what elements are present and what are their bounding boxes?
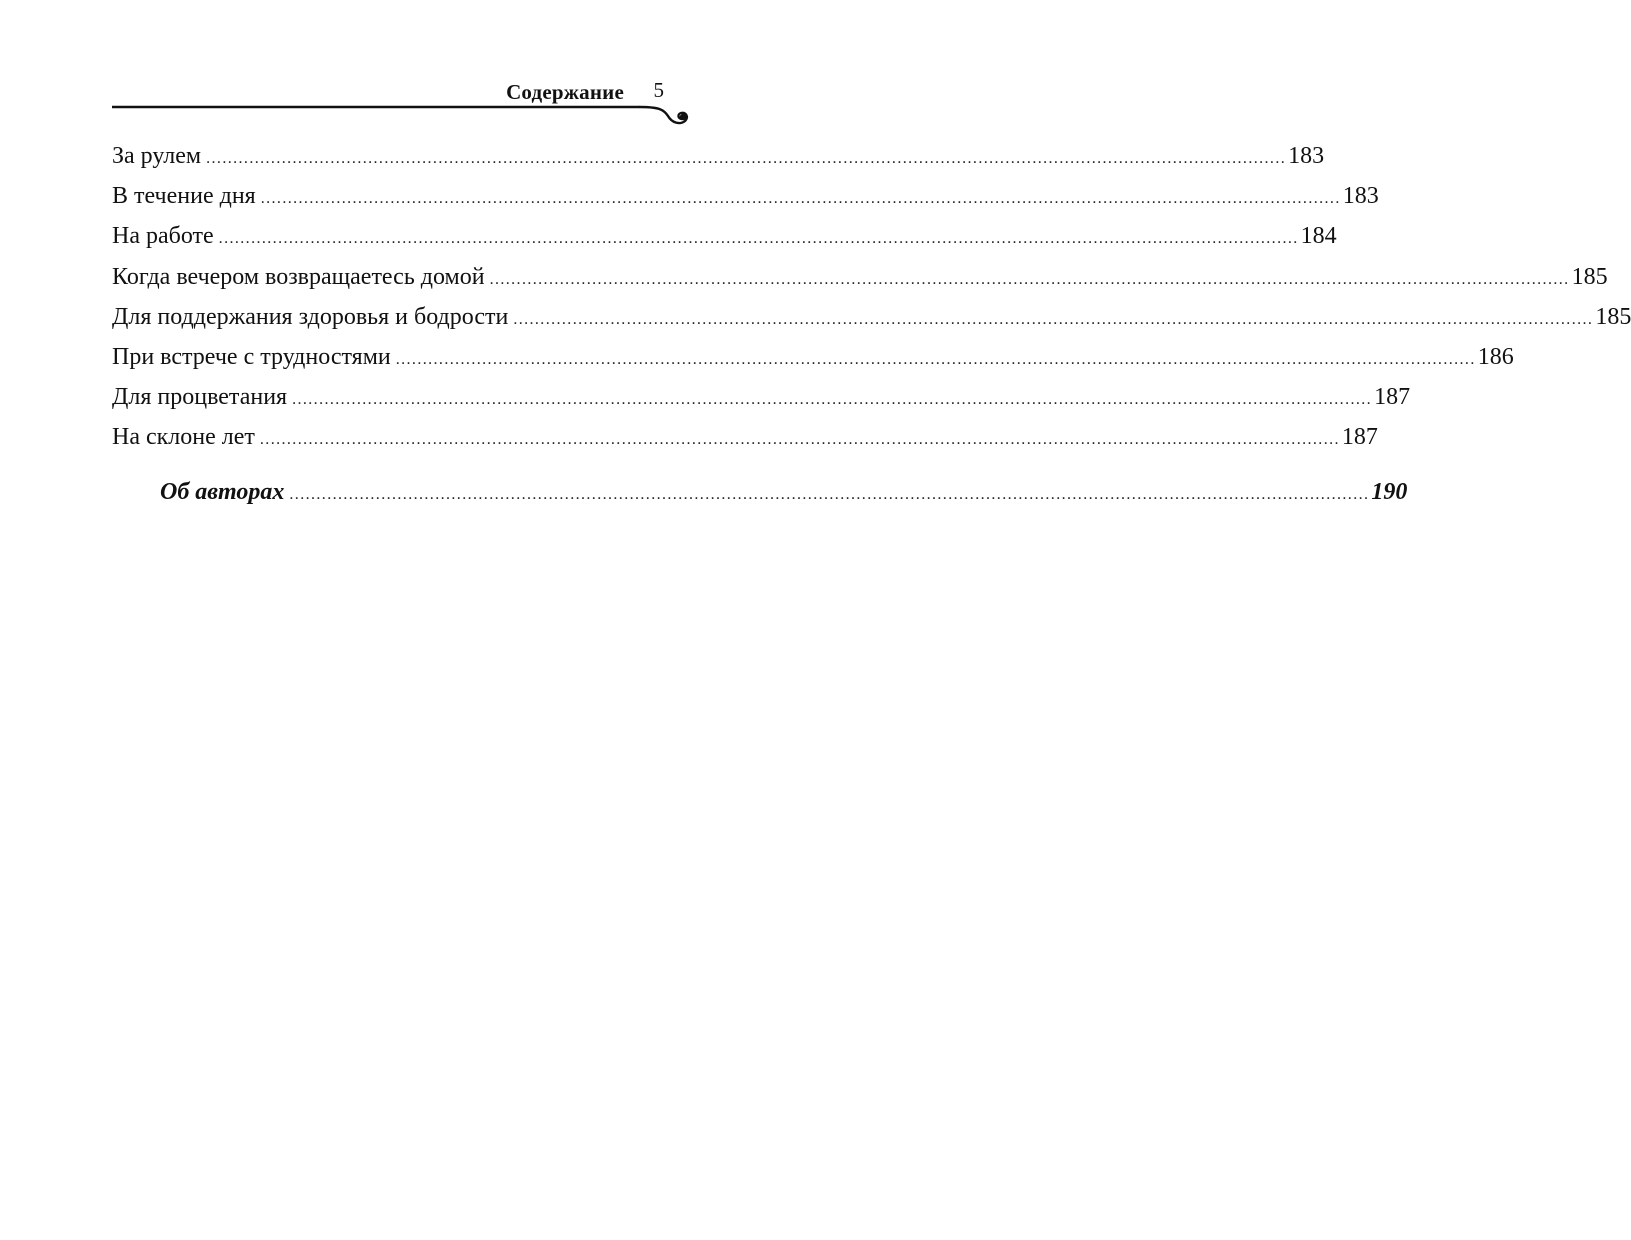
- dot-leader: ........................................................................................................................................................................................................: [259, 431, 1340, 449]
- dot-leader: ........................................................................................................................................................................................................: [513, 310, 1594, 328]
- toc-entry[interactable]: [112, 176, 1379, 216]
- toc-entry-title: Об авторах: [160, 478, 285, 505]
- toc-entry-title: Когда вечером возвращаетесь домой: [112, 263, 485, 290]
- dot-leader: ........................................................................................................................................................................................................: [206, 150, 1287, 167]
- page-number: 5: [653, 78, 664, 102]
- toc-entry[interactable]: [112, 257, 1608, 297]
- dot-leader: ........................................................................................................................................................................................................: [395, 350, 1476, 368]
- toc-entry-title: На склоне лет: [112, 424, 255, 451]
- toc-entry-about-authors[interactable]: [112, 472, 1408, 512]
- toc-entry-title: На работе: [112, 223, 214, 250]
- toc-entry-title: В течение дня: [112, 183, 256, 210]
- toc-entry-page: 183: [1342, 183, 1379, 210]
- section-title: Содержание: [506, 80, 624, 104]
- flourish-ornament-icon: [112, 104, 692, 134]
- toc-entry-page: 183: [1288, 143, 1325, 169]
- toc-entry-page: 185: [1571, 263, 1608, 290]
- toc-entry-title: Для процветания: [112, 384, 288, 411]
- toc-entry-page: 184: [1300, 223, 1337, 250]
- toc-entry[interactable]: [112, 297, 1631, 337]
- dot-leader: ........................................................................................................................................................................................................: [292, 391, 1373, 409]
- toc-entry[interactable]: [112, 216, 1337, 256]
- toc-entry[interactable]: [112, 417, 1378, 457]
- dot-leader: ........................................................................................................................................................................................................: [489, 270, 1570, 288]
- toc-entry-title: Для поддержания здоровья и бодрости: [112, 303, 509, 330]
- table-of-contents: [112, 136, 1631, 512]
- toc-entry-page: 187: [1374, 384, 1411, 411]
- toc-entry[interactable]: [112, 337, 1514, 377]
- toc-entry[interactable]: [112, 136, 1325, 176]
- toc-entry[interactable]: [112, 377, 1411, 417]
- toc-entry-page: 185: [1595, 303, 1631, 330]
- dot-leader: ........................................................................................................................................................................................................: [260, 190, 1341, 208]
- dot-leader: ........................................................................................................................................................................................................: [289, 485, 1370, 503]
- toc-entry-title: За рулем: [112, 143, 202, 169]
- toc-entry-page: 190: [1371, 478, 1408, 505]
- dot-leader: ........................................................................................................................................................................................................: [218, 230, 1299, 248]
- toc-entry-page: 186: [1477, 343, 1514, 370]
- toc-entry-title: При встрече с трудностями: [112, 343, 391, 370]
- toc-entry-page: 187: [1341, 424, 1378, 451]
